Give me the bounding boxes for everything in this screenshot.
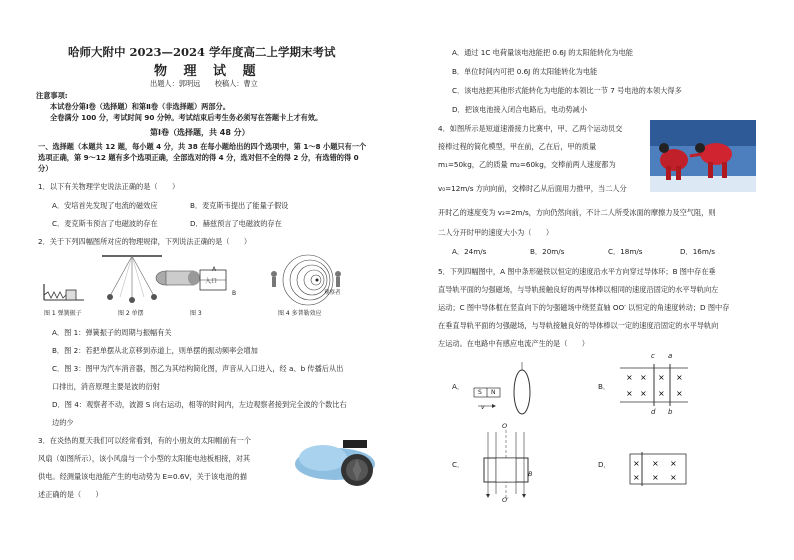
sun-hat-fan-photo xyxy=(295,430,381,494)
fig3-label-inlet: 入口 xyxy=(205,278,218,285)
svg-text:×: × xyxy=(658,373,665,382)
q3-line-2: 风扇（如图所示），该小风扇与一个小型的太阳能电池板相接，对其 xyxy=(38,454,251,463)
exam-title: 哈师大附中 2023—2024 学年度高二上学期末考试 xyxy=(68,45,336,59)
q5-option-d-label: D． xyxy=(598,460,611,469)
q2-option-b: B．图 2：若把单摆从北京移到赤道上，则单摆的振动频率会增加 xyxy=(52,346,258,355)
q3-option-b: B．单位时间内可把 0.6J 的太阳能转化为电能 xyxy=(452,67,598,76)
rod-label-c: c xyxy=(651,352,655,360)
subject-title: 物 理 试 题 xyxy=(154,64,262,79)
fig4-observer-label: 观察者 xyxy=(324,290,341,296)
q4-option-b: B．20m/s xyxy=(530,247,565,256)
q5-option-c-label: C． xyxy=(452,460,465,469)
svg-text:×: × xyxy=(640,389,647,398)
two-rods-figure xyxy=(618,360,690,410)
svg-text:×: × xyxy=(626,389,633,398)
svg-text:×: × xyxy=(670,459,677,468)
q5-option-b-label: B． xyxy=(598,382,611,391)
rod-label-b: b xyxy=(668,408,673,416)
section-intro-3: 分） xyxy=(38,164,53,173)
q3-option-c: C．该电池把其他形式能转化为电能的本领比一节 7 号电池的本领大得多 xyxy=(452,86,682,95)
single-rod-figure xyxy=(628,452,688,486)
svg-text:×: × xyxy=(640,373,647,382)
notes-heading: 注意事项: xyxy=(36,91,68,100)
q5-line-5: 左运动。在电路中有感应电流产生的是（ ） xyxy=(438,339,589,348)
q1-stem: 1．以下有关物理学史说法正确的是（ ） xyxy=(38,182,180,191)
q4-option-d: D．16m/s xyxy=(680,247,716,256)
svg-text:×: × xyxy=(676,373,683,382)
q3-option-d: D．把该电池接入闭合电路后，电动势减小 xyxy=(452,105,587,114)
q3-line-4: 述正确的是（ ） xyxy=(38,490,103,499)
q4-line-4: v₀=12m/s 方向向前，交棒时乙从后面用力推甲，当二人分 xyxy=(438,184,627,193)
q5-line-2: 直导轨平面的匀强磁场，与导轨接触良好的两导体棒以相同的速度沿固定的水平导轨向左 xyxy=(438,285,719,294)
q4-line-5: 开时乙的速度变为 v₂=2m/s，方向仍然向前，不计二人所受冰面的摩擦力及空气阻，则 xyxy=(438,208,716,217)
doppler-figure xyxy=(268,252,342,308)
axis-label-o-prime: O′ xyxy=(502,496,509,504)
q1-option-c: C．麦克斯韦预言了电磁波的存在 xyxy=(52,219,158,228)
speed-skating-photo xyxy=(650,120,756,192)
svg-text:×: × xyxy=(670,473,677,482)
fig3-label-a: A xyxy=(212,266,217,273)
q1-option-d: D．赫兹预言了电磁波的存在 xyxy=(190,219,282,228)
fig2-caption: 图 2 单摆 xyxy=(118,310,144,317)
section-heading: 第Ⅰ卷（选择题，共 48 分） xyxy=(150,128,250,137)
section-intro-1: 一、选择题（本题共 12 题，每小题 4 分，共 38 在每小题给出的四个选项中，第 1～8 小题只有一个 xyxy=(38,142,367,151)
q2-option-d-line2: 边的少 xyxy=(52,418,74,427)
notes-line-1: 本试卷分第Ⅰ卷（选择题）和第Ⅱ卷（非选择题）两部分。 xyxy=(50,102,230,111)
magnet-ring-figure xyxy=(470,360,560,420)
q4-line-3: m₁=50kg，乙的质量 m₂=60kg，交棒前两人速度都为 xyxy=(438,160,616,169)
fig3-label-b: B xyxy=(232,290,237,297)
q2-option-c-line1: C．图 3：图甲为汽车消音器，图乙为其结构简化图，声音从入口进入，经 a、b 传播后从出 xyxy=(52,364,344,373)
rotating-frame-figure xyxy=(474,428,544,500)
rod-label-a: a xyxy=(668,352,673,360)
q4-option-c: C．18m/s xyxy=(608,247,643,256)
svg-text:×: × xyxy=(676,389,683,398)
fig1-caption: 图 1 弹簧振子 xyxy=(44,310,82,317)
svg-text:×: × xyxy=(633,459,640,468)
magnet-v-label: v xyxy=(481,404,485,411)
muffler-figure xyxy=(152,262,230,302)
q2-option-c-line2: 口排出，消音原理主要是波的衍射 xyxy=(52,382,160,391)
q2-option-d-line1: D．图 4：观察者不动，波源 S 向右运动，相等的时间内，左边观察者接到完全波的个数比右 xyxy=(52,400,347,409)
q3-option-a: A．通过 1C 电荷量该电池能把 0.6J 的太阳能转化为电能 xyxy=(452,48,633,57)
q1-option-a: A．安培首先发现了电流的磁效应 xyxy=(52,201,158,210)
q5-line-3: 运动；C 图中导体框在竖直向下的匀强磁场中绕竖直轴 OO′ 以恒定的角速度转动；D 图中存 xyxy=(438,303,730,312)
q4-option-a: A．24m/s xyxy=(452,247,487,256)
q3-line-3: 供电。经测量该电池能产生的电动势为 E=0.6V，关于该电池的描 xyxy=(38,472,247,481)
q5-option-a-label: A． xyxy=(452,382,465,391)
q5-line-1: 5．下列四幅图中，A 图中条形磁铁以恒定的速度沿水平方向穿过导体环；B 图中存在垂 xyxy=(438,267,716,276)
q1-option-b: B．麦克斯韦提出了能量子假设 xyxy=(190,201,289,210)
authors-line: 出题人：郭明远 校稿人：曹立 xyxy=(150,79,258,88)
spring-oscillator-figure xyxy=(42,282,86,304)
q3-line-1: 3．在炎热的夏天我们可以经常看到，有的小朋友的太阳帽前有一个 xyxy=(38,436,252,445)
axis-label-o: O xyxy=(502,422,508,430)
svg-text:×: × xyxy=(633,473,640,482)
notes-line-2: 全卷满分 100 分，考试时间 90 分钟。考试结束后考生务必须写在答题卡上才有效。 xyxy=(50,113,323,122)
fig4-caption: 图 4 多普勒效应 xyxy=(278,310,322,317)
magnet-n-label: N xyxy=(491,389,496,396)
rod-label-d: d xyxy=(651,408,656,416)
q2-option-a: A．图 1：弹簧振子的周期与振幅有关 xyxy=(52,328,172,337)
svg-text:×: × xyxy=(626,373,633,382)
svg-text:×: × xyxy=(652,459,659,468)
magnet-s-label: S xyxy=(478,389,482,396)
q2-stem: 2．关于下列四幅图所对应的物理规律，下列说法正确的是（ ） xyxy=(38,237,252,246)
svg-text:×: × xyxy=(658,389,665,398)
svg-text:×: × xyxy=(652,473,659,482)
q4-line-2: 接棒过程的简化模型，甲在前，乙在后，甲的质量 xyxy=(438,142,597,151)
field-label-b: B xyxy=(528,470,533,478)
q4-line-6: 二人分开时甲的速度大小为（ ） xyxy=(438,228,554,237)
fig3-caption: 图 3 xyxy=(190,310,202,317)
q4-line-1: 4．如图所示是短道速滑接力比赛中，甲、乙两个运动员交 xyxy=(438,124,623,133)
q5-line-4: 在垂直导轨平面的匀强磁场，与导轨接触良好的导体棒以一定的速度沿固定的水平导轨向 xyxy=(438,321,719,330)
section-intro-2: 选项正确，第 9～12 题有多个选项正确，全部选对的得 4 分，选对但不全的得 2 分，有选错的得 0 xyxy=(38,153,359,162)
